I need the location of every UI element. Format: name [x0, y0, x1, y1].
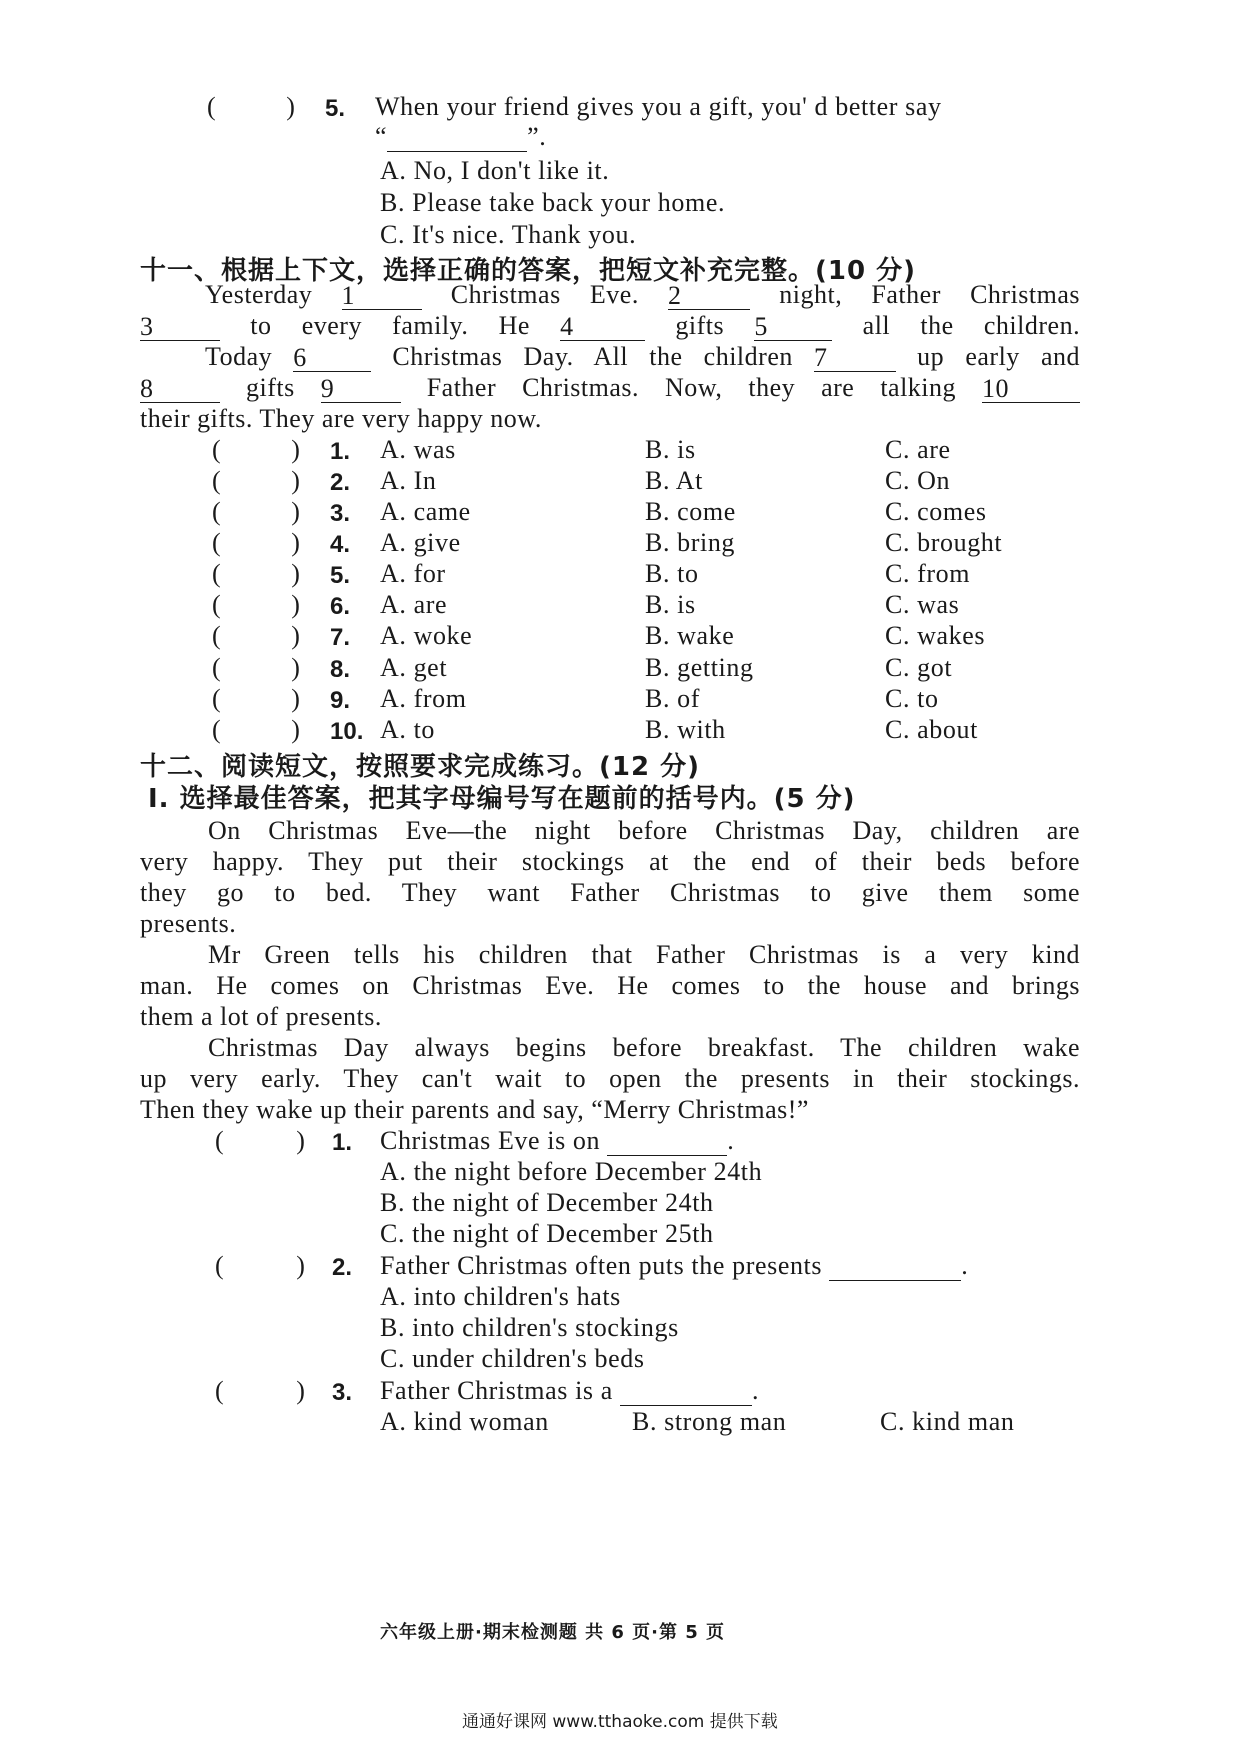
passage-line: man. He comes on Christmas Eve. He comes to the house and brings — [140, 971, 1080, 1000]
question-number: 5. — [330, 562, 351, 589]
option-c: C. comes — [885, 497, 987, 526]
blank-2: 2 — [668, 281, 750, 310]
question-number: 2. — [330, 469, 351, 496]
question-stem-blank: “ ”. — [375, 122, 547, 151]
option-a: A. came — [380, 497, 471, 526]
blank-4: 4 — [560, 312, 645, 341]
question-number: 5. — [325, 95, 346, 122]
passage-line: On Christmas Eve—the night before Christmas Day, children are — [208, 816, 1080, 845]
question-number: 1. — [332, 1129, 353, 1156]
cloze-line: their gifts. They are very happy now. — [140, 404, 542, 433]
blank-8: 8 — [140, 374, 220, 403]
option-b: B. At — [645, 466, 703, 495]
option-a: A. from — [380, 684, 467, 713]
answer-paren: ( ) — [212, 684, 301, 713]
question-number: 7. — [330, 624, 351, 651]
cloze-line: Today 6 Christmas Day. All the children 7 up early and — [205, 342, 1080, 372]
blank-9: 9 — [321, 374, 401, 403]
blank-7: 7 — [814, 343, 896, 372]
passage-line: presents. — [140, 909, 237, 938]
blank-1: 1 — [342, 281, 422, 310]
answer-paren: ( ) — [212, 559, 301, 588]
question-number: 4. — [330, 531, 351, 558]
question-stem: Christmas Eve is on . — [380, 1126, 735, 1155]
answer-paren: ( ) — [212, 590, 301, 619]
question-stem: Father Christmas often puts the presents . — [380, 1251, 969, 1280]
option: B. the night of December 24th — [380, 1188, 714, 1217]
option: A. the night before December 24th — [380, 1157, 763, 1186]
question-number: 8. — [330, 656, 351, 683]
blank-10: 10 — [982, 374, 1080, 403]
download-credit: 通通好课网 www.tthaoke.com 提供下载 — [462, 1712, 778, 1732]
passage-line: Mr Green tells his children that Father Christmas is a very kind — [208, 940, 1080, 969]
option-a: A. woke — [380, 621, 473, 650]
answer-paren: ( ) — [212, 653, 301, 682]
answer-paren: ( ) — [212, 466, 301, 495]
option-b: B. bring — [645, 528, 736, 557]
option-c: C. wakes — [885, 621, 986, 650]
blank-5: 5 — [754, 312, 832, 341]
option-b: B. getting — [645, 653, 754, 682]
option: C. under children's beds — [380, 1344, 645, 1373]
question-number: 1. — [330, 438, 351, 465]
option-c: C. brought — [885, 528, 1003, 557]
option-b: B. to — [645, 559, 699, 588]
section-heading: 十一、根据上下文，选择正确的答案，把短文补充完整。(10 分) — [140, 256, 916, 286]
answer-paren: ( ) — [207, 92, 296, 121]
option: B. into children's stockings — [380, 1313, 679, 1342]
answer-paren: ( ) — [212, 715, 301, 744]
option-a: A. are — [380, 590, 448, 619]
option-c: C. was — [885, 590, 960, 619]
question-number: 9. — [330, 687, 351, 714]
passage-line: very happy. They put their stockings at the end of their beds before — [140, 847, 1080, 876]
option-b: B. is — [645, 590, 696, 619]
passage-line: Then they wake up their parents and say, “Merry Christmas!” — [140, 1095, 809, 1124]
option: C. kind man — [880, 1407, 1015, 1436]
passage-line: up very early. They can't wait to open the presents in their stockings. — [140, 1064, 1080, 1093]
answer-paren: ( ) — [215, 1126, 306, 1155]
option-c: C. On — [885, 466, 951, 495]
passage-line: they go to bed. They want Father Christmas to give them some — [140, 878, 1080, 907]
answer-paren: ( ) — [215, 1251, 306, 1280]
answer-paren: ( ) — [212, 497, 301, 526]
question-number: 3. — [332, 1379, 353, 1406]
option-c: C. from — [885, 559, 971, 588]
blank-6: 6 — [293, 343, 371, 372]
option-a: A. for — [380, 559, 446, 588]
cloze-line: Yesterday 1 Christmas Eve. 2 night, Father Christmas — [205, 280, 1081, 310]
option: B. strong man — [632, 1407, 787, 1436]
answer-paren: ( ) — [212, 528, 301, 557]
option-a: A. give — [380, 528, 461, 557]
blank-3: 3 — [140, 312, 220, 341]
option: A. No, I don't like it. — [380, 156, 610, 185]
option: C. It's nice. Thank you. — [380, 220, 637, 249]
cloze-line: 8 gifts 9 Father Christmas. Now, they are talking 10 — [140, 373, 1080, 403]
option-a: A. was — [380, 435, 456, 464]
question-number: 2. — [332, 1254, 353, 1281]
option-b: B. of — [645, 684, 700, 713]
option: A. kind woman — [380, 1407, 549, 1436]
question-stem: When your friend gives you a gift, you' d better say — [375, 92, 942, 121]
question-stem: Father Christmas is a . — [380, 1376, 760, 1405]
option-a: A. to — [380, 715, 435, 744]
answer-paren: ( ) — [212, 435, 301, 464]
option-a: A. In — [380, 466, 437, 495]
option: A. into children's hats — [380, 1282, 621, 1311]
answer-paren: ( ) — [212, 621, 301, 650]
passage-line: them a lot of presents. — [140, 1002, 382, 1031]
question-number: 6. — [330, 593, 351, 620]
option-b: B. wake — [645, 621, 735, 650]
passage-line: Christmas Day always begins before breakfast. The children wake — [208, 1033, 1080, 1062]
section-heading: 十二、阅读短文，按照要求完成练习。(12 分) — [140, 752, 700, 782]
page-footer: 六年级上册·期末检测题 共 6 页·第 5 页 — [380, 1622, 726, 1643]
option-b: B. come — [645, 497, 736, 526]
sub-heading: Ⅰ. 选择最佳答案，把其字母编号写在题前的括号内。(5 分) — [148, 784, 856, 814]
cloze-line: 3 to every family. He 4 gifts 5 all the children. — [140, 311, 1081, 341]
option: B. Please take back your home. — [380, 188, 726, 217]
option-c: C. are — [885, 435, 951, 464]
option-c: C. got — [885, 653, 953, 682]
option-b: B. is — [645, 435, 696, 464]
option: C. the night of December 25th — [380, 1219, 714, 1248]
question-number: 3. — [330, 500, 351, 527]
option-c: C. to — [885, 684, 939, 713]
option-a: A. get — [380, 653, 448, 682]
option-b: B. with — [645, 715, 726, 744]
option-c: C. about — [885, 715, 978, 744]
answer-paren: ( ) — [215, 1376, 306, 1405]
question-number: 10. — [330, 718, 364, 745]
